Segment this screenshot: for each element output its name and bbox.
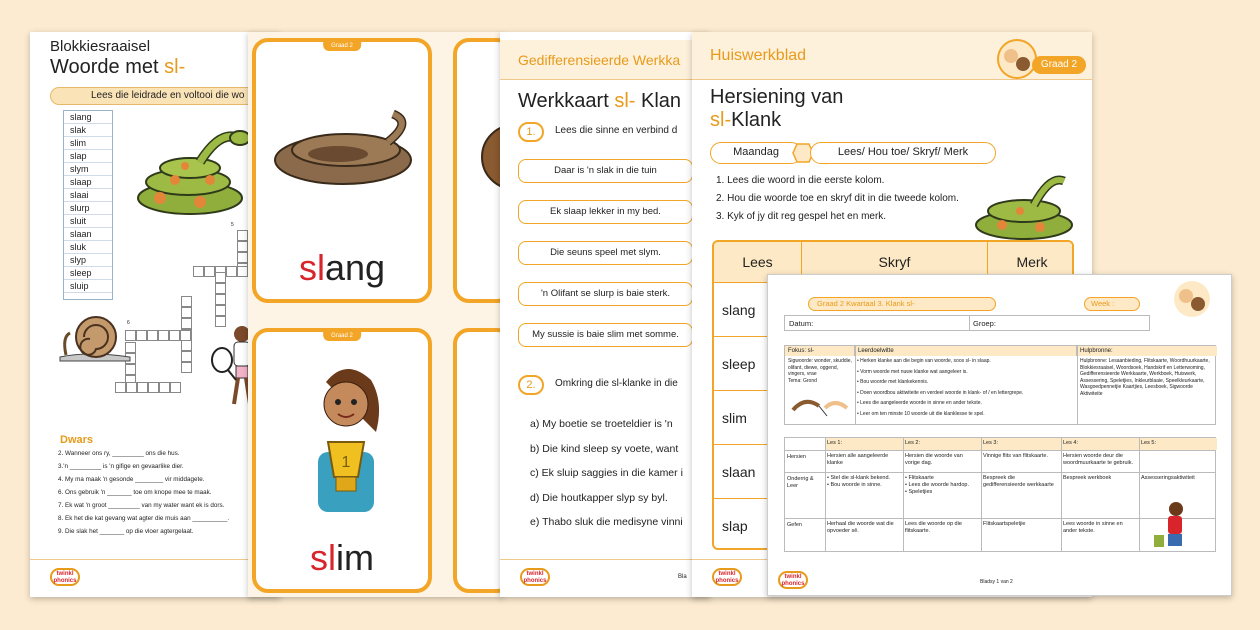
children-avatar-5 [1172, 279, 1212, 319]
lesson-cell: Bespreek werkboek [1063, 475, 1112, 481]
snake-illustration-4 [972, 167, 1077, 242]
resources-header: Hulpbronne: [1077, 346, 1217, 356]
grid-line [785, 472, 1215, 473]
crossword-cell [215, 305, 226, 316]
crossword-cell [181, 340, 192, 351]
section-instruction-1: Lees die sinne en verbind d [555, 125, 678, 136]
instruction-banner: Lees die leidrade en voltooi die wo [50, 87, 280, 105]
subtitle-text: Woorde met [50, 56, 165, 78]
lesson-cell: Bespreek die gedifferensieerde werkkaarte [983, 475, 1054, 488]
sheet-title: Blokkiesraaisel [50, 38, 151, 55]
footer [30, 559, 280, 597]
card-word-rest-2: im [336, 537, 374, 578]
table-row: slim [714, 390, 1074, 444]
crossword-cell [169, 330, 180, 341]
title-line1: Hersiening van [710, 86, 844, 108]
crossword-cell [181, 362, 192, 373]
table-row: slap [714, 498, 1074, 550]
objective-item: • Leer om ten minste 10 woorde uit die klanklesse te spel. [857, 410, 985, 417]
word-bank-item: sluit [64, 215, 112, 228]
week-pill: Week : [1084, 297, 1140, 311]
word-bank-item: slim [64, 137, 112, 150]
footer-5 [768, 569, 1231, 595]
date-group-row [784, 315, 1150, 331]
grade-badge: Graad 2 [1032, 56, 1086, 74]
crossword-cell [215, 283, 226, 294]
crossword-cell [148, 382, 159, 393]
lesson-cell: Vinnige flits van flitskaarte. [983, 453, 1049, 459]
crossword-cell [181, 296, 192, 307]
snake-illustration [130, 120, 250, 220]
snake-picture [268, 102, 418, 192]
title-sound: sl- [614, 90, 636, 112]
word-bank-item: slap [64, 150, 112, 163]
lesson-cell: Flitskaartspeletjie [983, 521, 1026, 527]
focus-header: Fokus: sl- [785, 346, 855, 356]
lesson-cell: Hersien die woorde van vorige dag. [905, 453, 963, 466]
lesson-header: Les 1: [825, 438, 903, 450]
lesson-plan-sheet [767, 274, 1232, 596]
crossword-cell [226, 266, 237, 277]
card-word [256, 247, 428, 289]
resources-text: Hulpbronne: Lesaanbieding, Flitskaarte, Woordhuurkaarte, Blokkiesraaisel, Woordsoek, Handskrif en Letterwoming, Gedifferensieerde Werkkaarte, Werkboek, Huiswerk, Assessering, Speletjies, Inkleurblaaie, Speelkleurkaarte, Wasgoedpennetjie Kaartjies, Leesboek, Sigwoorde Aktiwiteite [1080, 358, 1210, 397]
crossword-cell [237, 230, 248, 241]
clue-item: 3.'n _________ is 'n gifige en gevaarlike dier. [58, 463, 184, 470]
sentence-box: My sussie is baie slim met somme. [518, 323, 693, 347]
date-label: Datum: [789, 319, 814, 328]
objective-item: • Vorm woorde met nuwe klanke wat aangeleer is. [857, 368, 968, 375]
sheet-header: Gedifferensieerde Werkka [518, 52, 681, 68]
flashcard-slim [252, 328, 432, 593]
crossword-cell [115, 382, 126, 393]
word-bank-item: sleep [64, 267, 112, 280]
title-rest: Klank [731, 109, 782, 131]
lesson-row-label: Onderrig & Leer [787, 476, 814, 489]
card-word-2 [256, 537, 428, 579]
crossword-cell [181, 351, 192, 362]
word-bank-item: slang [64, 111, 112, 124]
step-item: 2. Hou die woorde toe en skryf dit in die tweede kolom. [716, 193, 959, 204]
twinkl-logo-4: twinkl phonics [712, 568, 742, 586]
flashcard-partial-2 [453, 328, 503, 593]
clue-item: 2. Wanneer ons ry, _________ ons die hus. [58, 450, 180, 457]
subtitle-sound: sl- [164, 56, 186, 78]
sentence-item: e) Thabo sluk die medisyne vinni [530, 516, 683, 528]
page-label-5: Bladsy 1 van 2 [980, 579, 1013, 585]
col-read: Lees [714, 242, 802, 282]
clue-item: 8. Ek het die kat gevang wat agter die muis aan __________. [58, 515, 230, 522]
sentence-item: c) Ek sluip saggies in die kamer i [530, 467, 683, 479]
sentence-box: Daar is 'n slak in die tuin [518, 159, 693, 183]
instruction-steps [716, 175, 959, 229]
word-bank-item: slym [64, 163, 112, 176]
lesson-row-label: Hersien [787, 454, 806, 460]
lesson-cell: Lees woorde in sinne en ander tekste. [1063, 521, 1123, 534]
page-label: Bla [678, 574, 687, 580]
flashcard-partial-1 [453, 38, 503, 303]
lesson-cell: • Flitskaarte • Lees die woorde hardop. • Speletjies [905, 475, 969, 495]
step-item: 3. Kyk of jy dit reg gespel het en merk. [716, 211, 887, 222]
grid-line [785, 450, 1215, 451]
crossword-cell [136, 330, 147, 341]
girl-watering-picture [1148, 499, 1198, 551]
svg-text:1: 1 [341, 454, 351, 471]
card-word-sound: sl [298, 247, 325, 288]
crossword-cell [215, 294, 226, 305]
grid-line [1061, 438, 1062, 551]
twinkl-logo-5: twinkl phonics [778, 571, 808, 589]
crossword-cell [137, 382, 148, 393]
sight-words: Sigwoorde: wonder, skuddie, olifant, diewe, oggend, vingers, vrae [788, 358, 852, 377]
step-item: 1. Lees die woord in die eerste kolom. [716, 175, 885, 186]
day-pill: Maandag [710, 142, 802, 164]
lesson-cell: Lees die woorde op die flitskaarte. [905, 521, 962, 534]
theme: Tema: Grond [788, 378, 817, 384]
col-write: Skryf [802, 242, 988, 282]
lesson-cell: • Stel die sl-klank bekend. • Bou woorde in sinne. [827, 475, 891, 488]
twinkl-logo-3: twinkl phonics [520, 568, 550, 586]
lesson-cell: Hersien alle aangeleerde klanke [827, 453, 889, 466]
task-pill: Lees/ Hou toe/ Skryf/ Merk [810, 142, 996, 164]
grid-line [825, 438, 826, 551]
grid-line [981, 438, 982, 551]
title-text: Werkkaart [518, 90, 615, 112]
term-pill: Graad 2 Kwartaal 3. Klank sl- [808, 297, 996, 311]
sentence-box: Ek slaap lekker in my bed. [518, 200, 693, 224]
col-mark: Merk [988, 242, 1074, 282]
word-bank-item: slyp [64, 254, 112, 267]
title-sound-4: sl- [710, 109, 732, 131]
section-number-1: 1. [518, 122, 544, 142]
group-label: Groep: [973, 319, 996, 328]
objective-item: • Herken klanke aan die begin van woorde, soos sl- in slaap. [857, 358, 991, 364]
twinkl-logo: twinkl phonics [50, 568, 80, 586]
crossword-cell [237, 241, 248, 252]
crossword-cell [237, 252, 248, 263]
objective-item: • Lees die aangeleerde woorde in sinne en ander tekste. [857, 400, 982, 406]
flashcards-sheet [248, 32, 503, 597]
worksheet-title [518, 90, 681, 113]
table-row: slang [714, 282, 1074, 336]
grade-tag: Graad 2 [323, 42, 361, 51]
title-suffix: Klan [635, 90, 682, 112]
lesson-header: Les 5: [1139, 438, 1217, 450]
clue-item: 4. My ma maak 'n gesonde ________ vir middagete. [58, 476, 205, 483]
card-word-sound-2: sl [310, 537, 336, 578]
crossword-cell [158, 330, 169, 341]
crossword-cell [181, 307, 192, 318]
word-bank-item: slaan [64, 228, 112, 241]
sentence-item: a) My boetie se troeteldier is 'n [530, 418, 673, 430]
objectives-header: Leerdoelwitte [855, 346, 1077, 356]
lesson-cell: Herhaal die woorde wat die opvoeder sê. [827, 521, 894, 534]
crossword-cell [180, 330, 191, 341]
sheet-subtitle [50, 56, 185, 79]
grid-line [903, 438, 904, 551]
crossword-sheet [30, 32, 280, 597]
section-number-2: 2. [518, 375, 544, 395]
flashcard-slang [252, 38, 432, 303]
lesson-cell: Assesseringsaktiwiteit [1141, 475, 1195, 481]
lesson-header: Les 4: [1061, 438, 1139, 450]
hands-writing-picture [789, 390, 851, 422]
grid-number-2: 6 [127, 320, 130, 326]
word-bank-item: slak [64, 124, 112, 137]
grid-line [1139, 438, 1140, 551]
snail-illustration [58, 307, 133, 362]
section-instruction-2: Omkring die sl-klanke in die [555, 378, 678, 389]
crossword-cell [237, 266, 248, 277]
sentence-item: d) Die houtkapper slyp sy byl. [530, 491, 668, 504]
table-row: sleep [714, 336, 1074, 390]
children-avatar [997, 38, 1037, 80]
word-bank-item: sluip [64, 280, 112, 293]
crossword-cell [125, 364, 136, 375]
crossword-cell [204, 266, 215, 277]
card-word-rest: ang [324, 247, 386, 288]
focus-block [784, 345, 1216, 425]
differentiated-worksheet [500, 32, 710, 597]
sheet-header-4: Huiswerkblad [710, 47, 807, 64]
sentence-item: b) Die kind sleep sy voete, want [530, 442, 679, 455]
crossword-cell [181, 318, 192, 329]
word-bank-item: slaap [64, 176, 112, 189]
crossword-cell [215, 272, 226, 283]
clue-item: 9. Die slak het _______ op die vloer agtergelaat. [58, 528, 194, 535]
girl-trophy-picture [296, 362, 396, 512]
across-label: Dwars [60, 434, 94, 446]
table-row: slaan [714, 444, 1074, 498]
crossword-cell [159, 382, 170, 393]
grade-tag-2: Graad 2 [323, 332, 361, 341]
footer-3 [500, 559, 710, 597]
objectives-list [857, 358, 1075, 421]
objective-item: • Doen woordbou aktiwiteite en verdeel woorde in klank- of / en lettergrepe. [857, 389, 1024, 396]
clue-item: 6. Ons gebruik 'n _______ toe om knope mee te maak. [58, 489, 212, 496]
snail-picture [469, 117, 503, 207]
crossword-cell [147, 330, 158, 341]
crossword-cell [126, 382, 137, 393]
sentence-box: Die seuns speel met slym. [518, 241, 693, 265]
crossword-cell [193, 266, 204, 277]
lesson-cell: Hersien woorde deur die woordmuurkaarte te gebruik. [1063, 453, 1134, 466]
word-bank-item: slurp [64, 202, 112, 215]
objective-item: • Bou woorde met klankekennis. [857, 379, 929, 385]
crossword-cell [170, 382, 181, 393]
clue-item: 7. Ek wat 'n groot _________ van my water want ek is dors. [58, 502, 225, 509]
word-bank-item: slaai [64, 189, 112, 202]
sentence-box: 'n Olifant se slurp is baie sterk. [518, 282, 693, 306]
lesson-header: Les 2: [903, 438, 981, 450]
clues-list [58, 450, 258, 541]
word-bank-item: sluk [64, 241, 112, 254]
homework-title [710, 86, 843, 132]
lesson-header: Les 3: [981, 438, 1061, 450]
grid-number: 5 [231, 222, 234, 228]
lesson-row-label: Gefen [787, 522, 802, 528]
